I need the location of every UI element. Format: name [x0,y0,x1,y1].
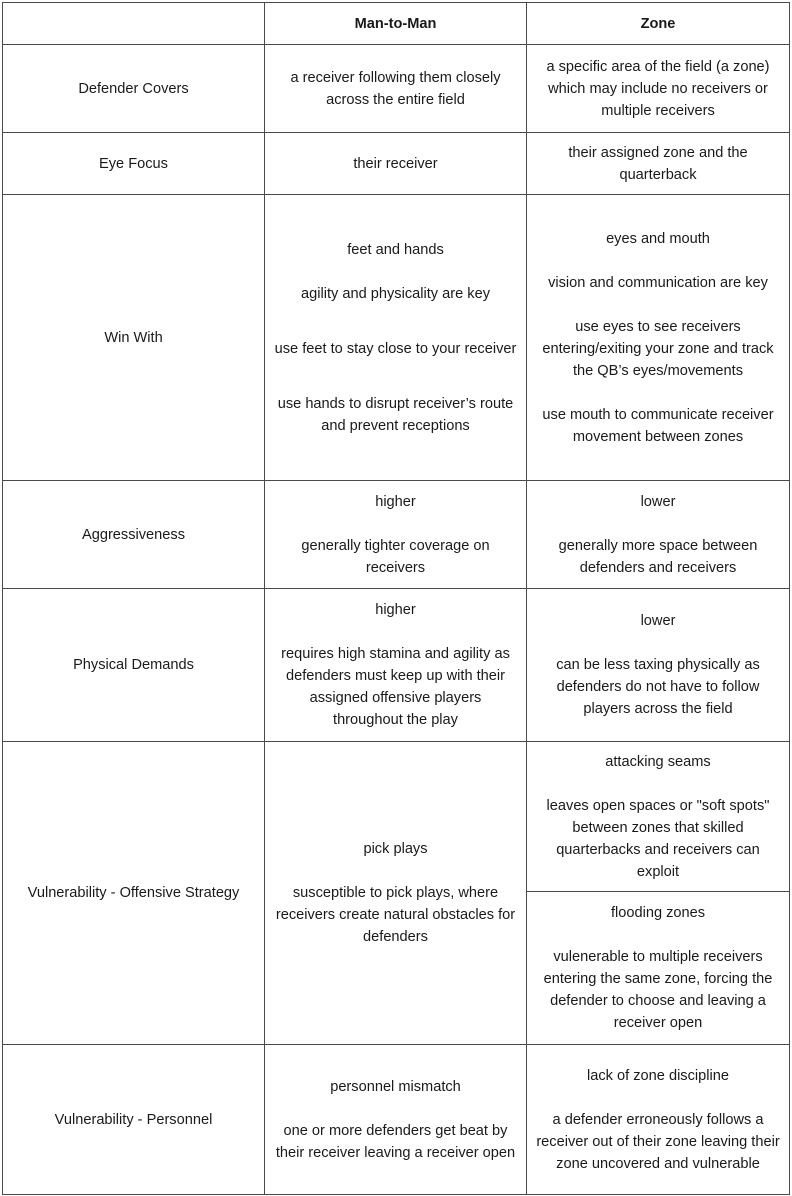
row-label: Eye Focus [3,133,265,195]
row-vulnerability-personnel [3,1045,790,1195]
zone-cell [527,1045,790,1195]
man-cell [265,1045,527,1195]
cell-text: higher [375,493,416,510]
cell-text: vision and communication are key [548,274,768,291]
man-cell [265,133,527,195]
cell-text: agility and physicality are key [301,285,490,302]
cell-text: generally tighter coverage on receivers [301,537,490,576]
row-vulnerability-offensive-a [3,742,790,892]
row-eye-focus [3,133,790,195]
cell-text: susceptible to pick plays, where receivers create natural obstacles for defenders [275,885,516,945]
cell-text: higher [375,602,416,618]
cell-text: personnel mismatch [330,1078,461,1095]
row-win-with [3,195,790,481]
cell-text: a defender erroneously follows a receiver out of their zone leaving their zone uncovered and vulnerable [536,1111,780,1172]
cell-text: use hands to disrupt receiver’s route and prevent receptions [277,395,514,434]
cell-text: can be less taxing physically as defenders do not have to follow players across the field [556,657,760,717]
cell-text: their assigned zone and the quarterback [568,144,748,183]
cell-text: a receiver following them closely across the entire field [290,69,501,108]
cell-text: lack of zone discipline [587,1067,729,1084]
row-label: Aggressiveness [3,481,265,589]
header-man-to-man: Man-to-Man [265,3,527,45]
row-physical-demands [3,589,790,742]
cell-text: leaves open spaces or "soft spots" between zones that skilled quarterbacks and receivers can exploit [546,797,770,880]
cell-text: feet and hands [347,241,444,258]
man-cell [265,45,527,133]
row-label: Defender Covers [3,45,265,133]
cell-text: one or more defenders get beat by their receiver leaving a receiver open [275,1122,516,1161]
cell-text: their receiver [353,155,438,172]
cell-text: eyes and mouth [606,230,710,247]
man-cell [265,742,527,1045]
header-empty-cell [3,3,265,45]
man-cell [265,589,527,742]
header-row [3,3,790,45]
row-label: Vulnerability - Offensive Strategy [3,742,265,1045]
cell-text: use feet to stay close to your receiver [274,340,517,357]
coverage-comparison-table [2,2,790,1195]
zone-cell [527,133,790,195]
zone-cell [527,195,790,481]
header-zone: Zone [527,3,790,45]
cell-text: use mouth to communicate receiver movement between zones [542,406,774,445]
zone-cell-flooding-zones [527,892,790,1045]
man-cell [265,481,527,589]
row-label: Vulnerability - Personnel [3,1045,265,1195]
cell-text: use eyes to see receivers entering/exiting your zone and track the QB’s eyes/movements [542,318,774,379]
row-label: Physical Demands [3,589,265,742]
cell-text: attacking seams [605,753,711,770]
cell-text: a specific area of the field (a zone) which may include no receivers or multiple receivers [546,58,770,119]
cell-text: flooding zones [610,905,706,921]
cell-text: lower [640,493,676,510]
man-cell [265,195,527,481]
cell-text: requires high stamina and agility as defenders must keep up with their assigned offensive players throughout the play [281,646,510,728]
zone-cell-attacking-seams [527,742,790,892]
cell-text: vulenerable to multiple receivers entering the same zone, forcing the defender to choose and leaving a receiver open [543,949,773,1031]
row-aggressiveness [3,481,790,589]
cell-text: lower [640,613,676,629]
cell-text: pick plays [363,841,428,857]
row-defender-covers [3,45,790,133]
cell-text: generally more space between defenders and receivers [558,537,758,576]
zone-cell [527,481,790,589]
zone-cell [527,45,790,133]
row-label: Win With [3,195,265,481]
zone-cell [527,589,790,742]
